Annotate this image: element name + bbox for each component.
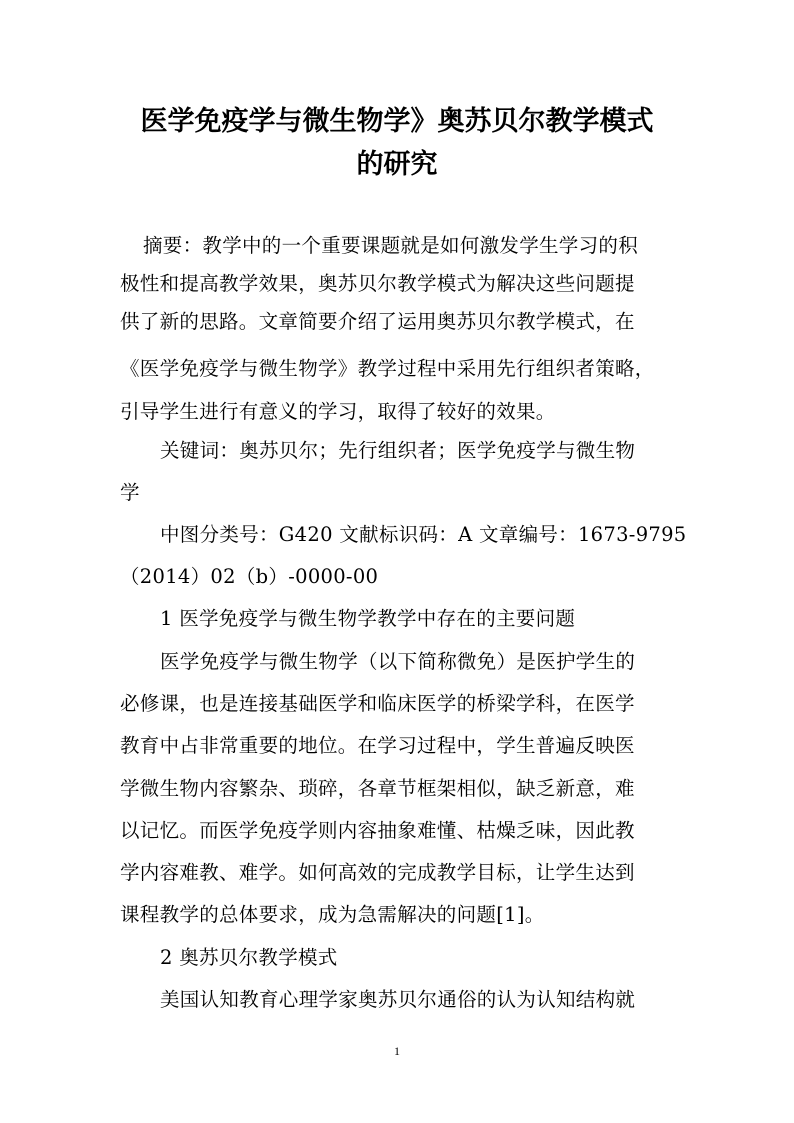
abstract-line: 摘要：教学中的一个重要课题就是如何激发学生学习的积: [143, 234, 639, 257]
keywords-line: 关键词：奥苏贝尔；先行组织者；医学免疫学与微生物: [160, 439, 636, 462]
document-title-line-2: 的研究: [356, 149, 438, 180]
abstract-line: 供了新的思路。文章简要介绍了运用奥苏贝尔教学模式，在: [120, 310, 635, 333]
section-1-body-line: 必修课，也是连接基础医学和临床医学的桥梁学科，在医学: [120, 692, 635, 715]
section-1-body-line: 课程教学的总体要求，成为急需解决的问题[1]。: [120, 903, 545, 926]
section-2-heading: 2 奥苏贝尔教学模式: [160, 946, 338, 969]
section-1-body-line: 学内容难教、难学。如何高效的完成教学目标，让学生达到: [120, 861, 635, 884]
document-title-line-1: 医学免疫学与微生物学》奥苏贝尔教学模式: [140, 106, 654, 137]
section-1-heading: 1 医学免疫学与微生物学教学中存在的主要问题: [160, 607, 576, 630]
keywords-line: 学: [120, 481, 140, 504]
abstract-line: 极性和提高教学效果，奥苏贝尔教学模式为解决这些问题提: [120, 272, 635, 295]
section-1-body-line: 学微生物内容繁杂、琐碎，各章节框架相似，缺乏新意，难: [120, 777, 635, 800]
classification-line: （2014）02（b）-0000-00: [120, 565, 379, 588]
abstract-line: 引导学生进行有意义的学习，取得了较好的效果。: [120, 400, 556, 423]
section-1-body-line: 医学免疫学与微生物学（以下简称微免）是医护学生的: [160, 650, 636, 673]
section-1-body-line: 以记忆。而医学免疫学则内容抽象难懂、枯燥乏味，因此教: [120, 819, 635, 842]
page-number: 1: [394, 1044, 400, 1058]
abstract-line: 《医学免疫学与微生物学》教学过程中采用先行组织者策略，: [120, 357, 655, 380]
section-2-body-line: 美国认知教育心理学家奥苏贝尔通俗的认为认知结构就: [160, 988, 636, 1011]
classification-line: 中图分类号：G420 文献标识码：A 文章编号：1673-9795: [160, 523, 687, 546]
section-1-body-line: 教育中占非常重要的地位。在学习过程中，学生普遍反映医: [120, 734, 635, 757]
